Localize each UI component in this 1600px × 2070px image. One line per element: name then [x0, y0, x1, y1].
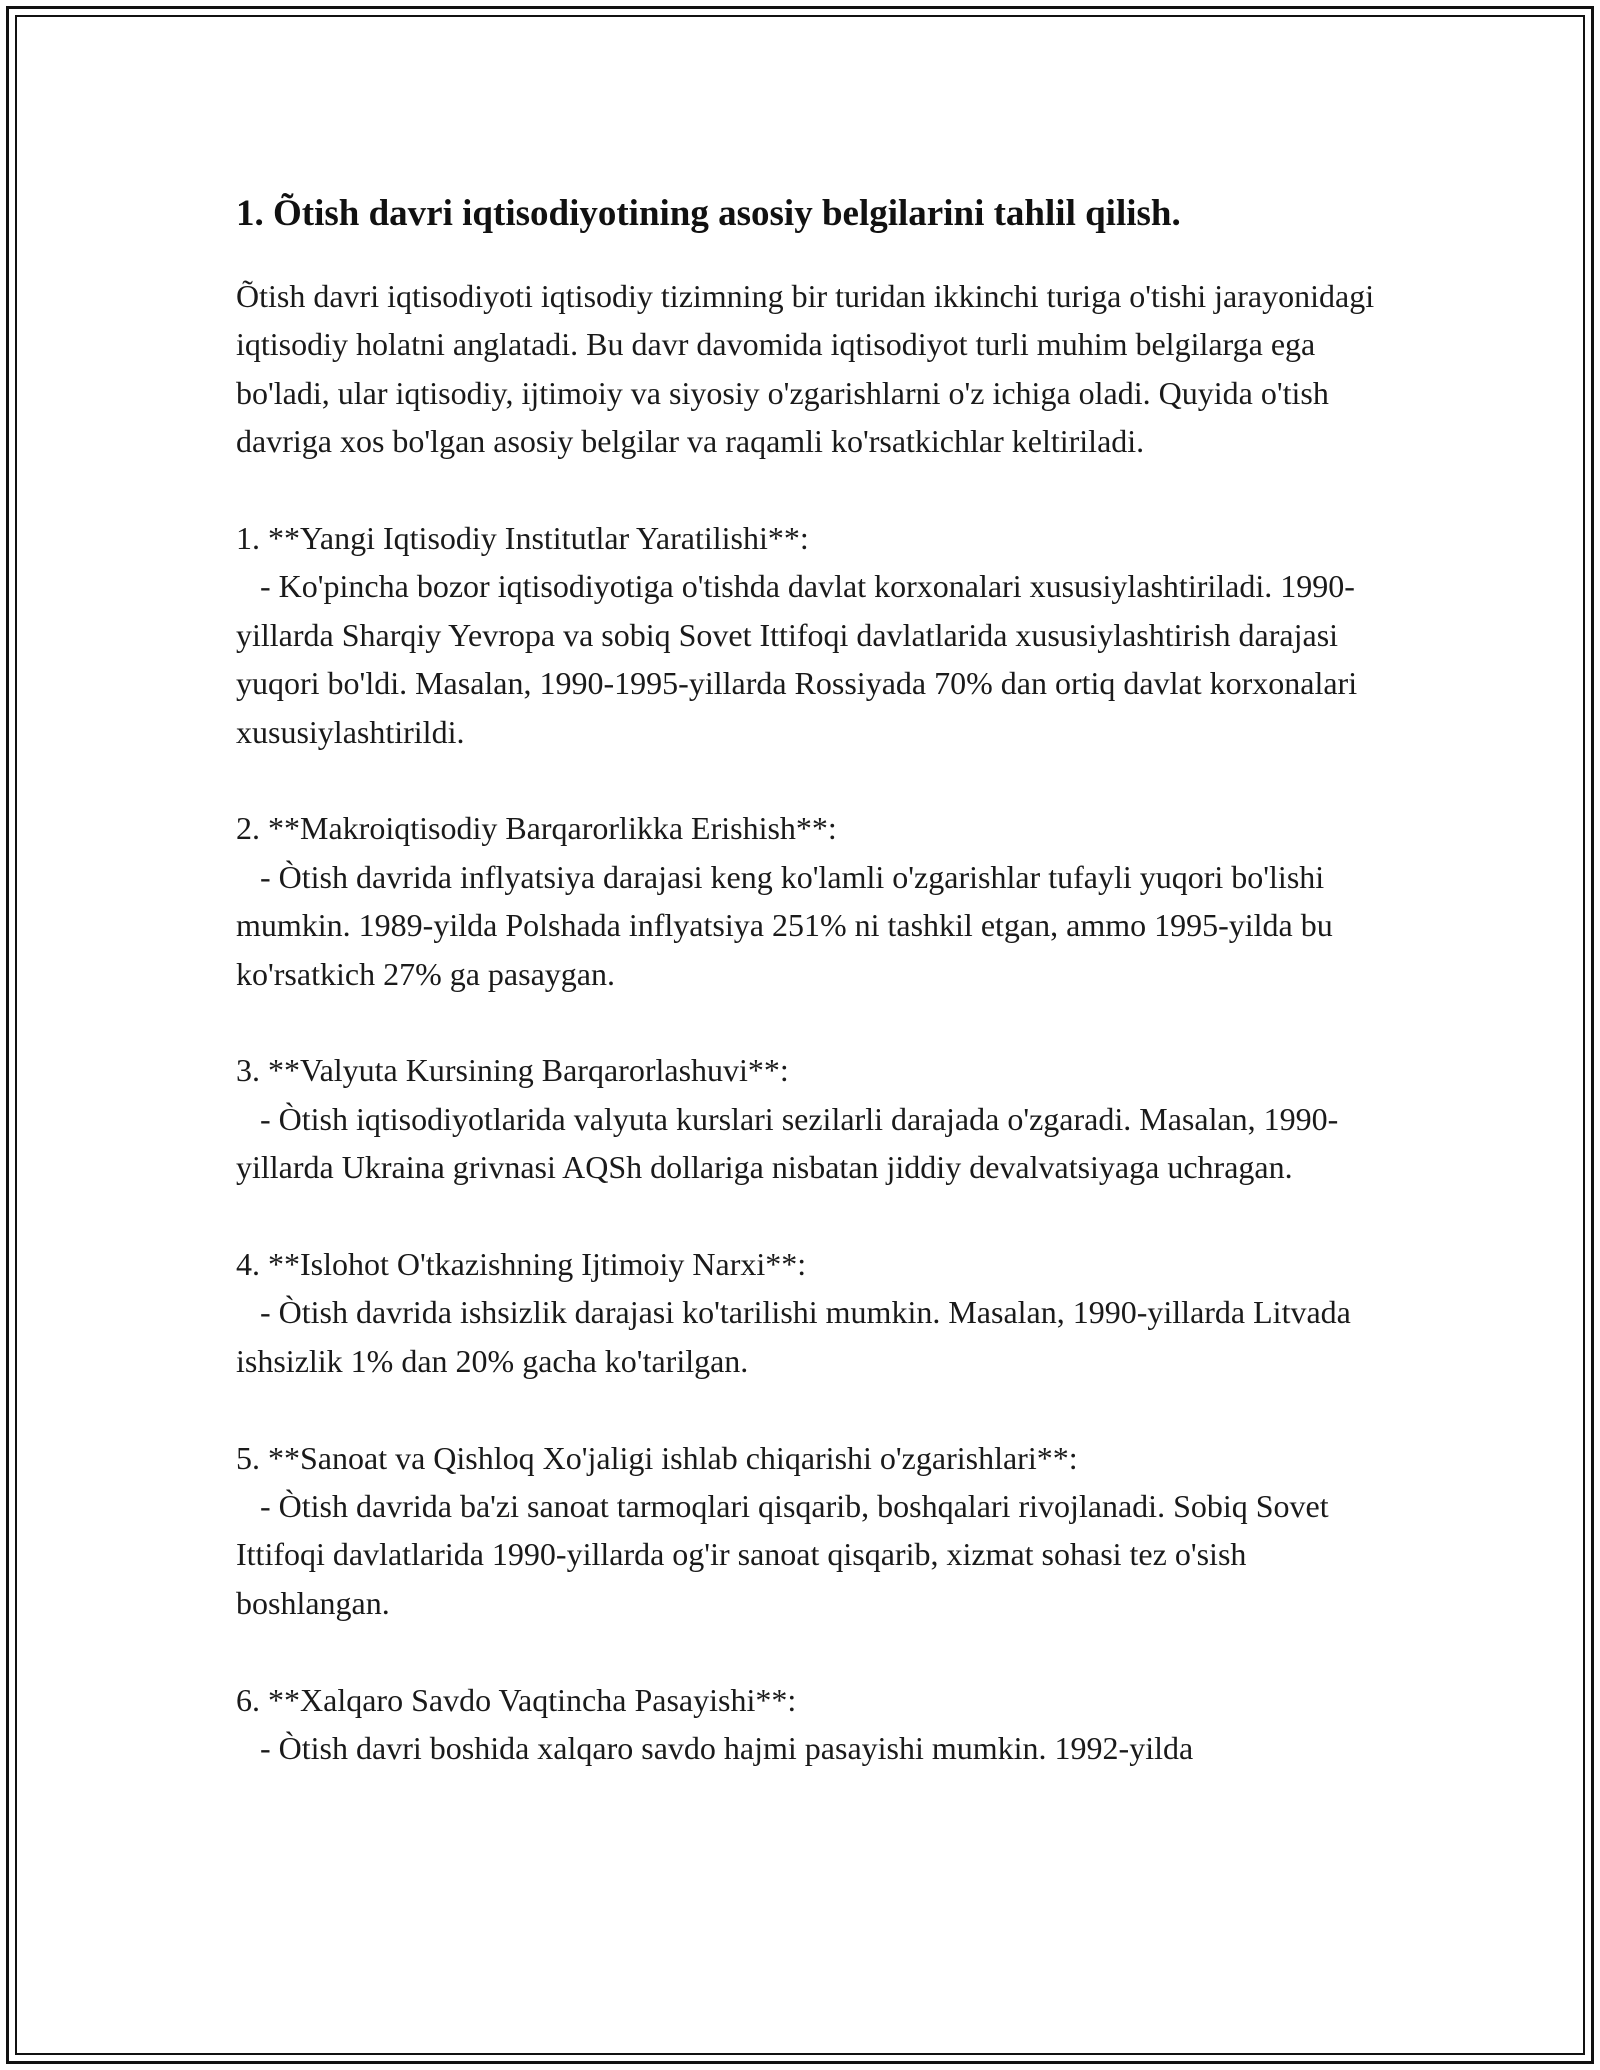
- list-item-text: - Òtish davri boshida xalqaro savdo hajmi pasayishi mumkin. 1992-yilda: [236, 1730, 1194, 1767]
- paragraph-gap: [236, 466, 1386, 514]
- list-item-title: 1. **Yangi Iqtisodiy Institutlar Yaratilishi**:: [236, 520, 809, 557]
- list-item-text: - Òtish davrida ishsizlik darajasi ko'tarilishi mumkin. Masalan, 1990-yillarda Litvada ishsizlik 1% dan 20% gacha ko'tarilgan.: [236, 1294, 1359, 1379]
- list-item-text: - Òtish iqtisodiyotlarida valyuta kurslari sezilarli darajada o'zgaradi. Masalan, 1990-yillarda Ukraina grivnasi AQSh dollariga nisbatan jiddiy devalvatsiyaga uchragan.: [236, 1100, 1339, 1186]
- paragraph-gap: [236, 1627, 1386, 1675]
- section-heading: 1. Õtish davri iqtisodiyotining asosiy belgilarini tahlil qilish.: [236, 193, 1181, 234]
- list-item-text: - Ko'pincha bozor iqtisodiyotiga o'tishda davlat korxonalari xususiylashtiriladi. 1990-yillarda Sharqiy Yevropa va sobiq Sovet Ittifoqi davlatlarida xususiylashtirish darajasi yuqori bo'ldi. Masalan, 1990-1995-yillarda Rossiyada 70% dan ortiq davlat korxonalari xususiylashtirildi.: [236, 568, 1366, 750]
- intro-paragraph: Õtish davri iqtisodiyoti iqtisodiy tizimning bir turidan ikkinchi turiga o'tishi jarayonidagi iqtisodiy holatni anglatadi. Bu davr davomida iqtisodiyot turli muhim belgilarga ega bo'ladi, ular iqtisodiy, ijtimoiy va siyosiy o'zgarishlarni o'z ichiga oladi. Quyida o'tish davriga xos bo'lgan asosiy belgilar va raqamli ko'rsatkichlar keltiriladi.: [236, 278, 1383, 460]
- list-item: [236, 1434, 1386, 1628]
- list-item: [236, 1240, 1386, 1385]
- list-item-title: 4. **Islohot O'tkazishning Ijtimoiy Narxi**:: [236, 1246, 807, 1283]
- paragraph-gap: [236, 756, 1386, 804]
- paragraph-gap: [236, 998, 1386, 1046]
- list-item-text: - Òtish davrida ba'zi sanoat tarmoqlari qisqarib, boshqalari rivojlanadi. Sobiq Sovet Ittifoqi davlatlarida 1990-yillarda og'ir sanoat qisqarib, xizmat sohasi tez o'sish boshlangan.: [236, 1488, 1337, 1621]
- list-item: [236, 1046, 1386, 1191]
- list-item: [236, 514, 1386, 756]
- paragraph-gap: [236, 1192, 1386, 1240]
- list-item-title: 3. **Valyuta Kursining Barqarorlashuvi**:: [236, 1052, 789, 1089]
- list-item-title: 5. **Sanoat va Qishloq Xo'jaligi ishlab chiqarishi o'zgarishlari**:: [236, 1439, 1078, 1476]
- paragraph-gap: [236, 1385, 1386, 1433]
- document-body: [236, 186, 1386, 1773]
- list-item-title: 6. **Xalqaro Savdo Vaqtincha Pasayishi**:: [236, 1681, 797, 1718]
- list-item-text: - Òtish davrida inflyatsiya darajasi keng ko'lamli o'zgarishlar tufayli yuqori bo'lishi mumkin. 1989-yilda Polshada inflyatsiya 251% ni tashkil etgan, ammo 1995-yilda bu ko'rsatkich 27% ga pasaygan.: [236, 858, 1341, 992]
- list-item: [236, 804, 1386, 998]
- list-item-title: 2. **Makroiqtisodiy Barqarorlikka Erishish**:: [236, 810, 837, 847]
- list-item: [236, 1676, 1386, 1773]
